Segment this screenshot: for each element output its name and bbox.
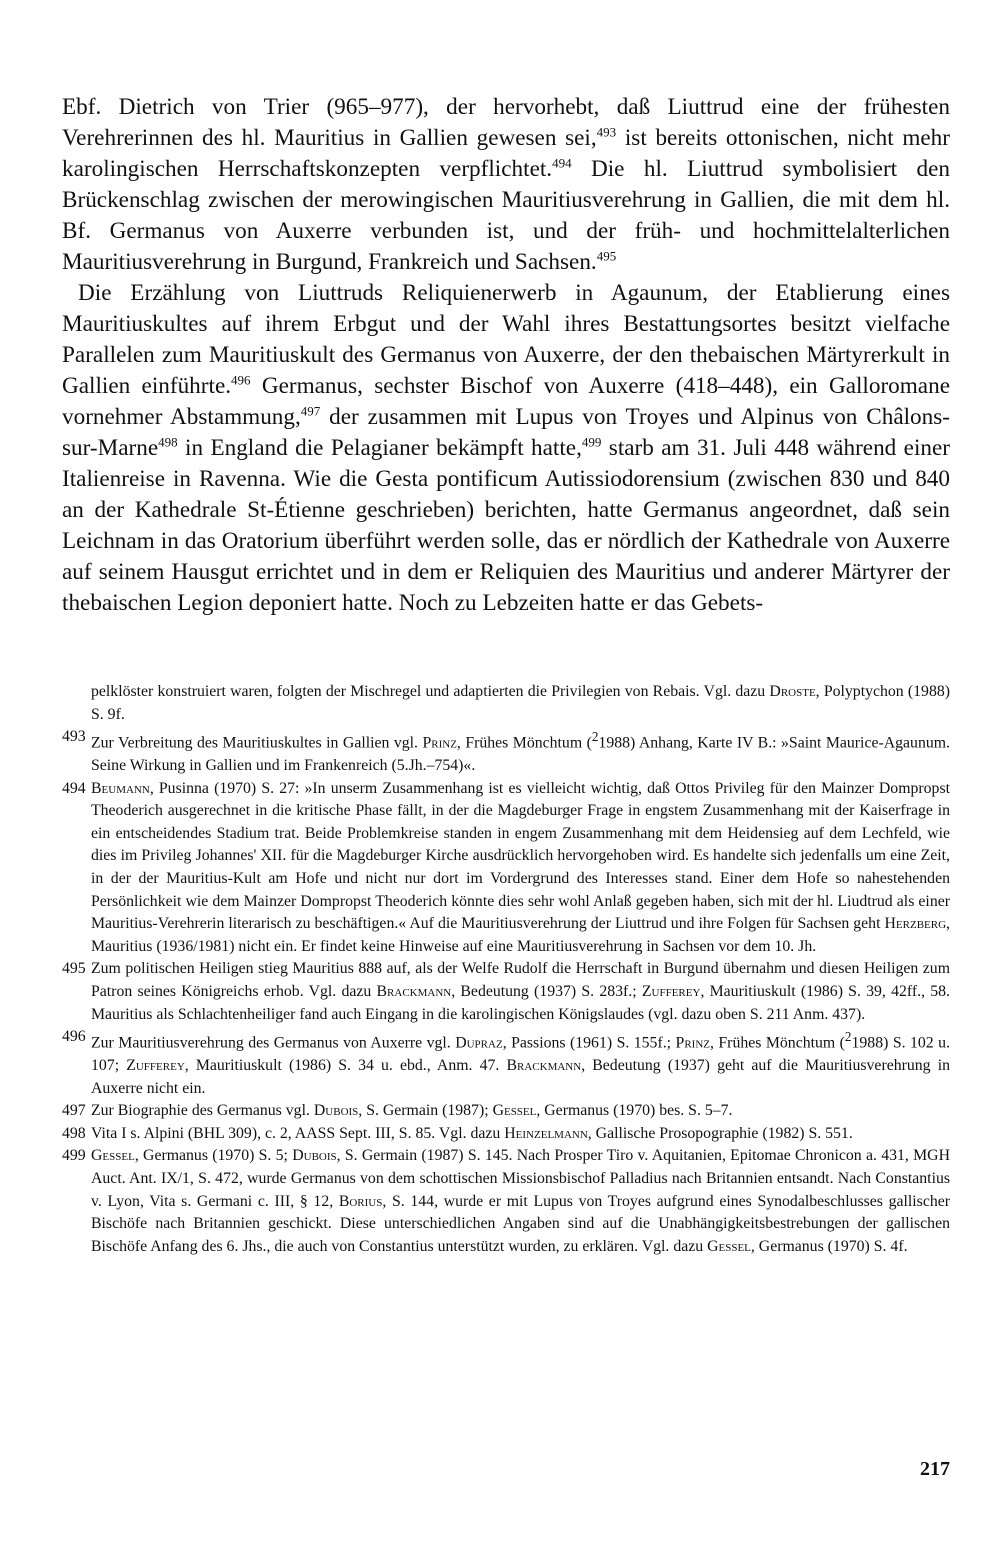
book-page [62, 92, 950, 1512]
footnote-number: 495 [62, 960, 86, 978]
footnote-number: 496 [62, 1028, 86, 1046]
main-paragraph-1: Ebf. Dietrich von Trier (965–977), der hervorhebt, daß Liuttrud eine der frühesten Verehrerinnen des hl. Mauritius in Gallien gewesen sei,$^{493}$ ist bereits ottonischen, nicht mehr karolingischen Herrschaftskonzepten verpflichtet.$^{494}$ Die hl. Liuttrud symbolisiert den Brückenschlag zwischen der merowingischen Mauritiusverehrung in Gallien, die mit dem hl. Bf. Germanus von Auxerre verbunden ist, und der früh- und hochmittelalterlichen Mauritiusverehrung in Burgund, Frankreich und Sachsen.$^{495}$ [62, 94, 950, 275]
footnote-ref-498[interactable]: 498 [158, 434, 178, 450]
footnote-number: 499 [62, 1147, 86, 1165]
footnotes [62, 681, 950, 1258]
footnote-continuation: pelklöster konstruiert waren, folgten der Mischregel und adaptierten die Privilegien von Rebais. Vgl. dazu Droste, Polyptychon (1988) S. 9f. [91, 683, 951, 723]
footnote-ref-497[interactable]: 497 [300, 403, 321, 419]
footnote-ref-499[interactable]: 499 [581, 434, 602, 450]
footnote-ref-493[interactable]: 493 [596, 124, 617, 140]
footnote-498: 498 Vita I s. Alpini (BHL 309), c. 2, AASS Sept. III, S. 85. Vgl. dazu Heinzelmann, Gallische Prosopographie (1982) S. 551. [62, 1123, 950, 1146]
footnote-493: 493 Zur Verbreitung des Mauritiuskultes in Gallien vgl. Prinz, Frühes Mönchtum ($^2$1988) Anhang, Karte IV B.: »Saint Maurice-Agaunum. Seine Wirkung in Gallien und im Frankenreich (5.Jh.–754)«. [62, 728, 950, 775]
footnote-number: 494 [62, 779, 86, 797]
footnote-ref-496[interactable]: 496 [231, 372, 251, 388]
footnote-494: 494 Beumann, Pusinna (1970) S. 27: »In unserm Zusammenhang ist es vielleicht wichtig, daß Ottos Privileg für den Mainzer Dompropst Theoderich ausgerechnet in die kritische Phase fällt, in der die Magdeburger Frage in engstem Zusammenhang mit der Kaiserfrage in ein entscheidendes Stadium trat. Beide Problemkreise standen in engem Zusammenhang mit dem Heidensieg auf dem Lechfeld, wie dies im Privileg Johannes' XII. für die Magdeburger Kirche ausdrücklich hervorgehoben wird. Es handelte sich jedenfalls um eine Zeit, in der der Mauritius-Kult am Hofe und nicht nur dort im Vordergrund des Interesses stand. Einer dem Hofe so nahestehenden Persönlichkeit wie dem Mainzer Dompropst Theoderich könnte dies sehr wohl Anlaß gegeben haben, sich mit der hl. Liudtrud als einer Mauritius-Verehrerin literarisch zu beschäftigen.« Auf die Mauritiusverehrung der Liuttrud und ihre Folgen für Sachsen geht Herzberg, Mauritius (1936/1981) nicht ein. Er findet keine Hinweise auf eine Mauritiusverehrung in Sachsen vor dem 10. Jh. [62, 779, 950, 955]
main-text [62, 92, 950, 619]
page-number: 217 [920, 1458, 950, 1480]
footnote-number: 493 [62, 728, 86, 746]
footnote-number: 498 [62, 1124, 86, 1142]
main-paragraph-2: Die Erzählung von Liuttruds Reliquienerwerb in Agaunum, der Etablierung eines Mauritiuskultes auf ihrem Erbgut und der Wahl ihres Bestattungsortes besitzt vielfache Parallelen zum Mauritiuskult des Germanus von Auxerre, der den thebaischen Märtyrerkult in Gallien einführte.$^{496}$ Germanus, sechster Bischof von Auxerre (418–448), ein Galloromane vornehmer Abstammung,$^{497}$ der zusammen mit Lupus von Troyes und Alpinus von Châlons-sur-Marne$^{498}$ in England die Pelagianer bekämpft hatte,$^{499}$ starb am 31. Juli 448 während einer Italienreise in Ravenna. Wie die Gesta pontificum Autissiodorensium (zwischen 830 und 840 an der Kathedrale St-Étienne geschrieben) berichten, hatte Germanus angeordnet, daß sein Leichnam in das Oratorium überführt werden solle, das er nördlich der Kathedrale von Auxerre auf seinem Hausgut errichtet und in dem er Reliquien des Mauritius und anderer Märtyrer der thebaischen Legion deponiert hatte. Noch zu Lebzeiten hatte er das Gebets- [62, 280, 950, 616]
footnote-497: 497 Zur Biographie des Germanus vgl. Dubois, S. Germain (1987); Gessel, Germanus (1970) bes. S. 5–7. [62, 1100, 950, 1123]
footnote-ref-495[interactable]: 495 [596, 248, 617, 264]
footnote-number: 497 [62, 1102, 86, 1120]
footnote-ref-494[interactable]: 494 [552, 155, 572, 171]
footnote-495: 495 Zum politischen Heiligen stieg Mauritius 888 auf, als der Welfe Rudolf die Herrschaft in Burgund übernahm und diesen Heiligen zum Patron seines Königreichs erhob. Vgl. dazu Brackmann, Bedeutung (1937) S. 283f.; Zufferey, Mauritiuskult (1986) S. 39, 42ff., 58. Mauritius als Schlachtenheiliger fand auch Eingang in die karolingischen Königslaudes (vgl. dazu oben S. 211 Anm. 437). [62, 960, 951, 1023]
footnote-496: 496 Zur Mauritiusverehrung des Germanus von Auxerre vgl. Dupraz, Passions (1961) S. 155f.; Prinz, Frühes Mönchtum ($^2$1988) S. 102 u. 107; Zufferey, Mauritiuskult (1986) S. 34 u. ebd., Anm. 47. Brackmann, Bedeutung (1937) geht auf die Mauritiusverehrung in Auxerre nicht ein. [62, 1028, 951, 1097]
footnote-499: 499 Gessel, Germanus (1970) S. 5; Dubois, S. Germain (1987) S. 145. Nach Prosper Tiro v. Aquitanien, Epitomae Chronicon a. 431, MGH Auct. Ant. IX/1, S. 472, wurde Germanus von dem schottischen Missionsbischof Palladius nach Britannien entsandt. Nach Constantius v. Lyon, Vita s. Germani c. III, § 12, Borius, S. 144, wurde er mit Lupus von Troyes aufgrund eines Synodalbeschlusses gallischer Bischöfe nach Britannien geschickt. Diese unterschiedlichen Angaben sind auf die Unabhängigkeitsbestrebungen der gallischen Bischöfe Anfang des 6. Jhs., die auch von Constantius unterstützt wurden, zu erklären. Vgl. dazu Gessel, Germanus (1970) S. 4f. [62, 1147, 950, 1255]
